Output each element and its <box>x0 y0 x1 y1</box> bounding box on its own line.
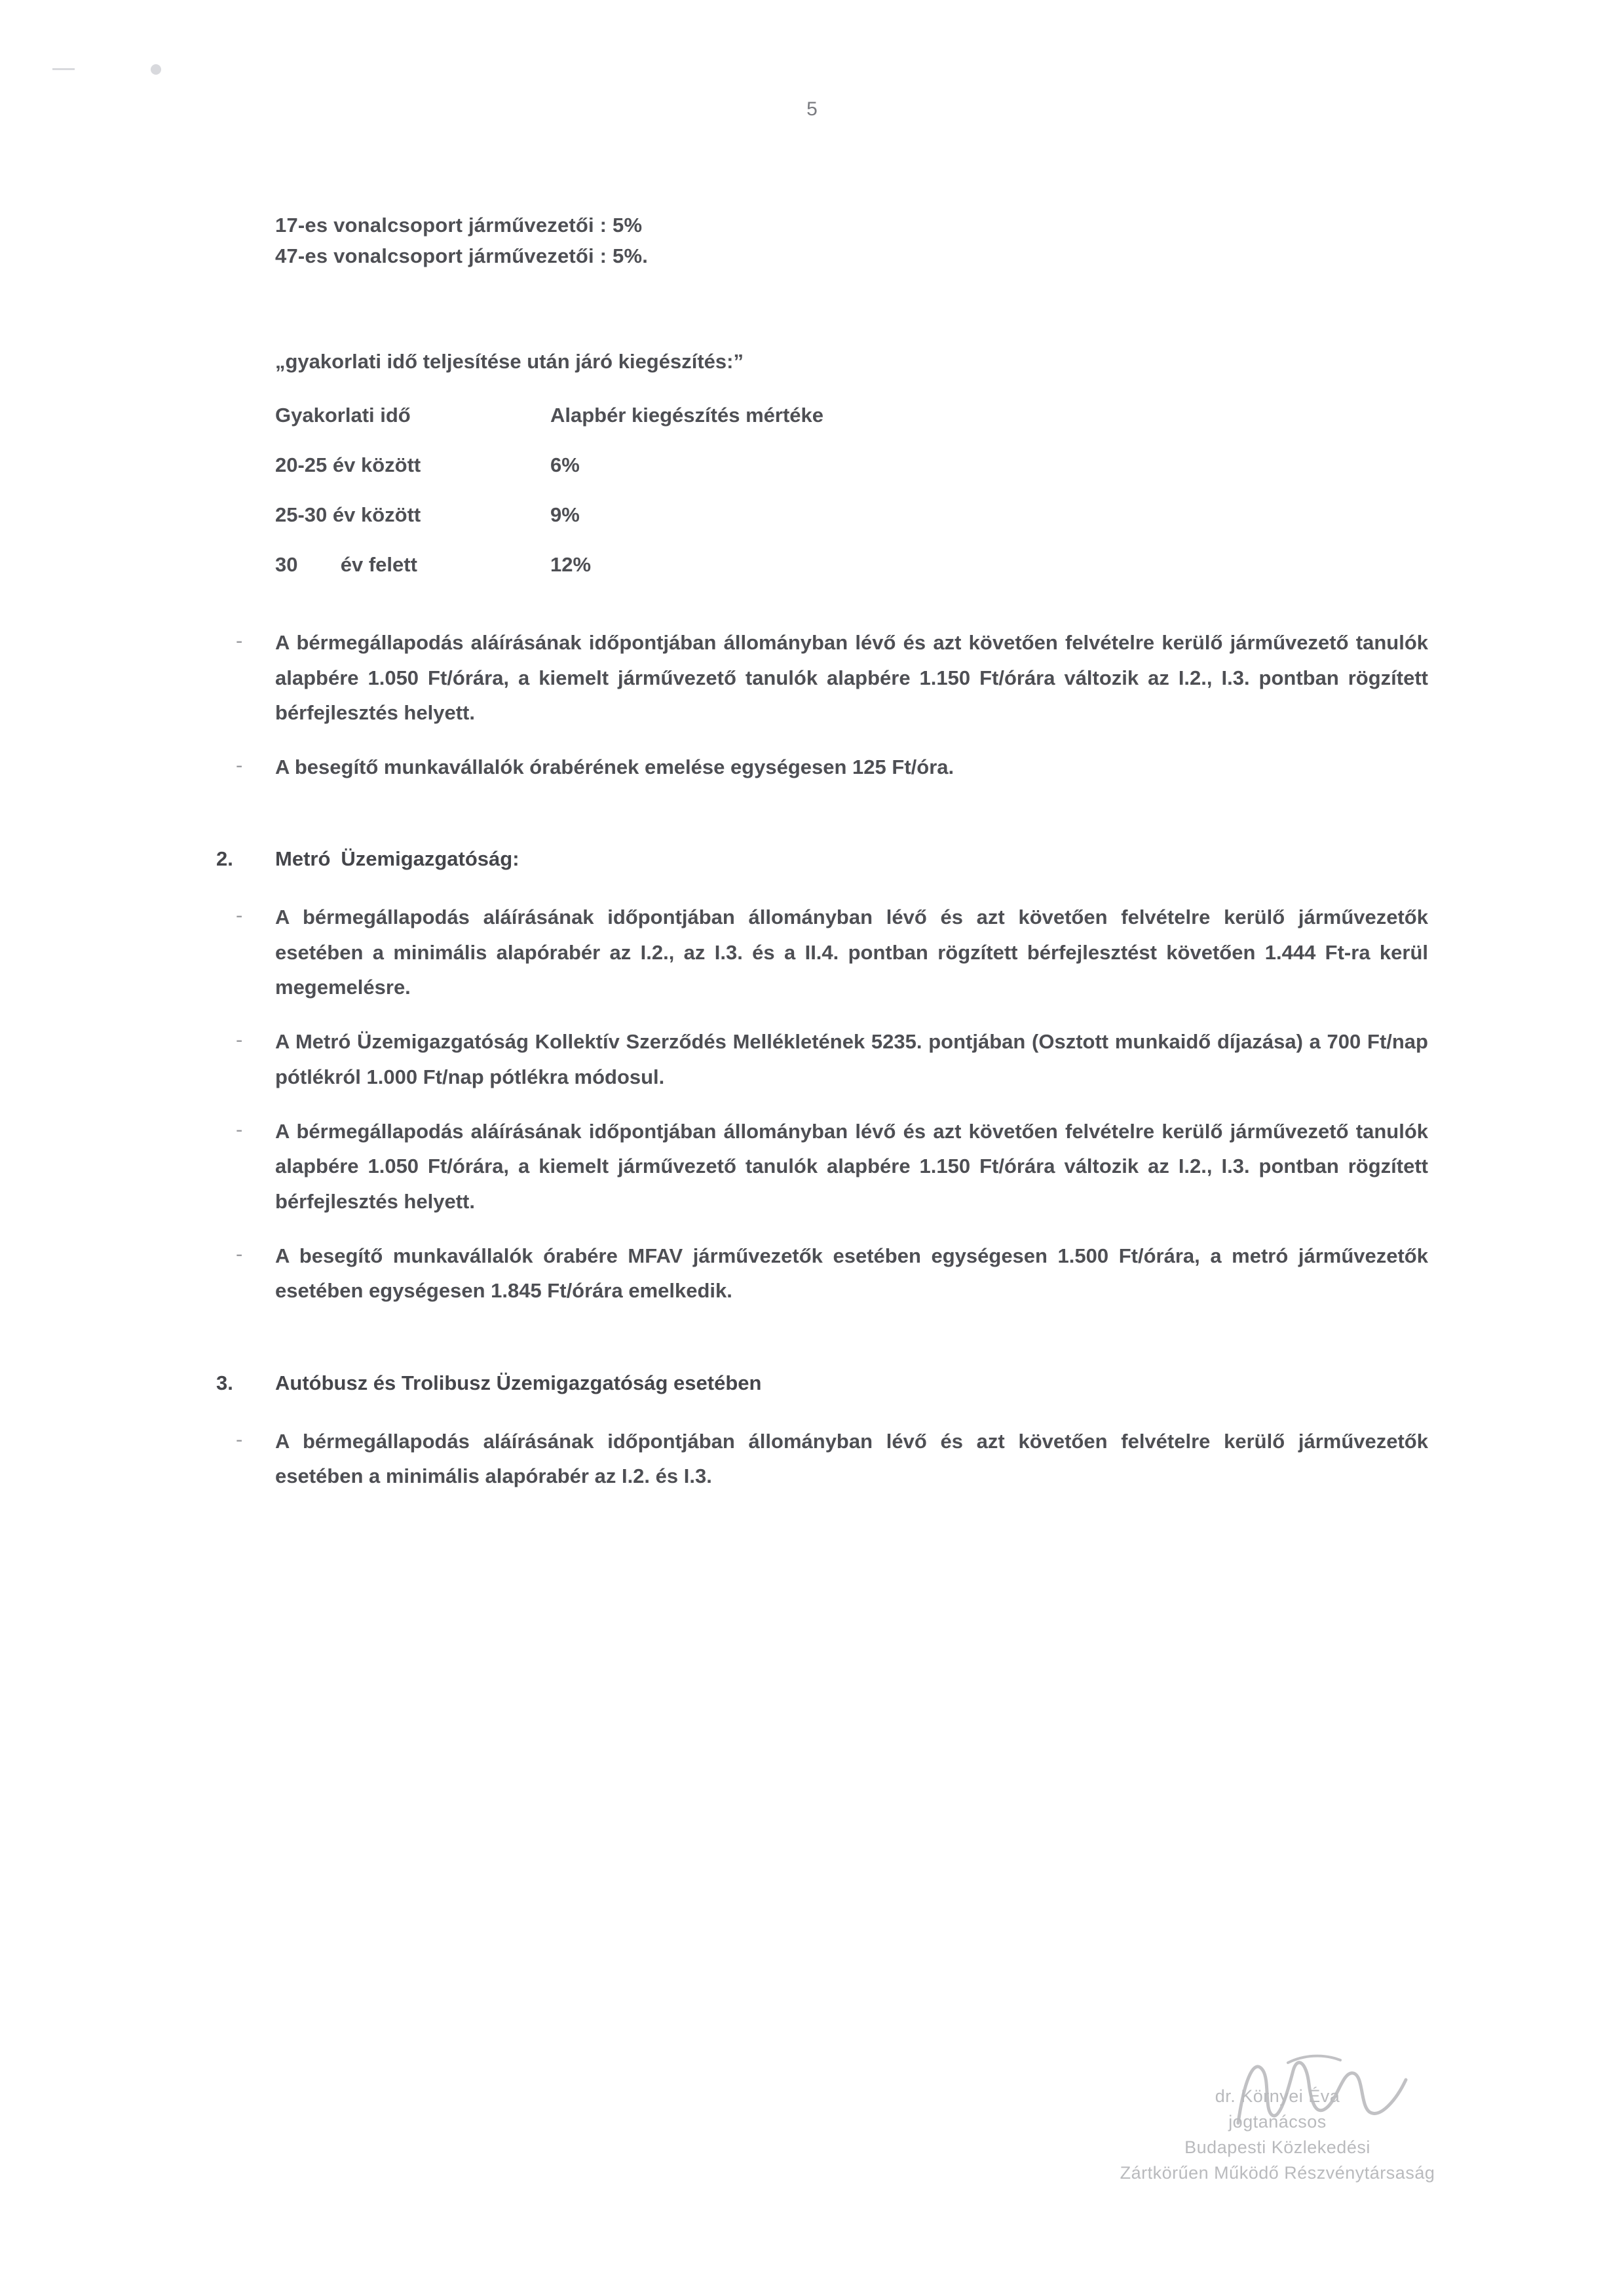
page-number: 5 <box>806 98 818 120</box>
list-item <box>236 900 1428 1004</box>
list-item-text: A bérmegállapodás aláírásának időpontjában állományban lévő és azt követően felvételre kerülő járművezető tanulók alapbére 1.050 Ft/órára, a kiemelt járművezető tanulók alapbére 1.150 Ft/órára változik az I.2., I.3. pontban rögzített bérfejlesztés helyett. <box>275 1120 1428 1213</box>
table-cell-percent: 12% <box>550 553 592 577</box>
table-row <box>275 553 1428 577</box>
list-item <box>236 750 1428 784</box>
table-cell-range: 20-25 év között <box>275 453 421 477</box>
dash-bullet-icon: - <box>236 1028 243 1052</box>
section-title-part2: Üzemigazgatóság: <box>341 847 519 871</box>
dash-bullet-icon: - <box>236 1427 243 1451</box>
scan-artifacts <box>52 59 197 79</box>
stamp-line-company-2: Zártkörűen Működő Részvénytársaság <box>1120 2163 1435 2183</box>
list-item-text: A bérmegállapodás aláírásának időpontjában állományban lévő és azt követően felvételre kerülő járművezető tanulók alapbére 1.050 Ft/órára, a kiemelt járművezető tanulók alapbére 1.150 Ft/órára változik az I.2., I.3. pontban rögzített bérfejlesztés helyett. <box>275 631 1428 724</box>
table-header-alapber: Alapbér kiegészítés mértéke <box>550 404 823 427</box>
section-title-part1: Metró <box>275 847 331 871</box>
section-heading-autobusz <box>216 1371 1428 1395</box>
list-item-text: A Metró Üzemigazgatóság Kollektív Szerződés Mellékletének 5235. pontjában (Osztott munkaidő díjazása) a 700 Ft/nap pótlékról 1.000 Ft/nap pótlékra módosul. <box>275 1030 1428 1088</box>
list-item <box>236 1424 1428 1494</box>
list-item <box>236 1238 1428 1309</box>
list-item-text: A besegítő munkavállalók órabére MFAV járművezetők esetében egységesen 1.500 Ft/órára, a metró járművezetők esetében egységesen 1.845 Ft/órára emelkedik. <box>275 1244 1428 1303</box>
quote-heading: „gyakorlati idő teljesítése után járó kiegészítés:” <box>275 350 744 373</box>
intro-line-2: 47-es vonalcsoport járművezetői : 5%. <box>275 244 649 268</box>
list-item <box>236 1114 1428 1219</box>
list-item-text: A bérmegállapodás aláírásának időpontjában állományban lévő és azt követően felvételre kerülő járművezetők esetében a minimális alapórabér az I.2., az I.3. és a II.4. pontban rögzített bérfejlesztést követően 1.444 Ft-ra kerül megemelésre. <box>275 906 1428 999</box>
dash-bullet-icon: - <box>236 754 243 777</box>
table-cell-percent: 9% <box>550 503 580 527</box>
section-heading-metro <box>216 847 1428 871</box>
stamp-line-name: dr. Környei Éva <box>1215 2086 1340 2106</box>
stamp-block <box>1022 2084 1533 2187</box>
table-header-row <box>275 404 1428 427</box>
list-item <box>236 1024 1428 1094</box>
section-number: 2. <box>216 847 233 871</box>
table-row <box>275 503 1428 527</box>
stamp-line-role: jogtanácsos <box>1228 2112 1327 2132</box>
table-header-gyakorlati-ido: Gyakorlati idő <box>275 404 411 427</box>
list-item <box>236 625 1428 730</box>
table-cell-range: 30 <box>275 553 298 577</box>
document-body <box>216 210 1428 1513</box>
list-item-text: A besegítő munkavállalók órabérének emelése egységesen 125 Ft/óra. <box>275 756 954 779</box>
table-cell-range-suffix: év felett <box>340 553 417 577</box>
table-row <box>275 453 1428 477</box>
intro-lines <box>275 210 1428 271</box>
section-number: 3. <box>216 1371 233 1394</box>
dash-bullet-icon: - <box>236 1118 243 1141</box>
table-cell-percent: 6% <box>550 453 580 477</box>
table-cell-range: 25-30 év között <box>275 503 421 527</box>
dash-bullet-icon: - <box>236 1242 243 1265</box>
dash-bullet-icon: - <box>236 629 243 653</box>
section-title-part1: Autóbusz és Trolibusz Üzemigazgatóság esetében <box>275 1371 762 1394</box>
stamp-line-company-1: Budapesti Közlekedési <box>1184 2137 1370 2158</box>
dash-bullet-icon: - <box>236 904 243 927</box>
intro-line-1: 17-es vonalcsoport járművezetői : 5% <box>275 214 643 237</box>
list-item-text: A bérmegállapodás aláírásának időpontjában állományban lévő és azt követően felvételre kerülő járművezetők esetében a minimális alapórabér az I.2. és I.3. <box>275 1429 1428 1487</box>
